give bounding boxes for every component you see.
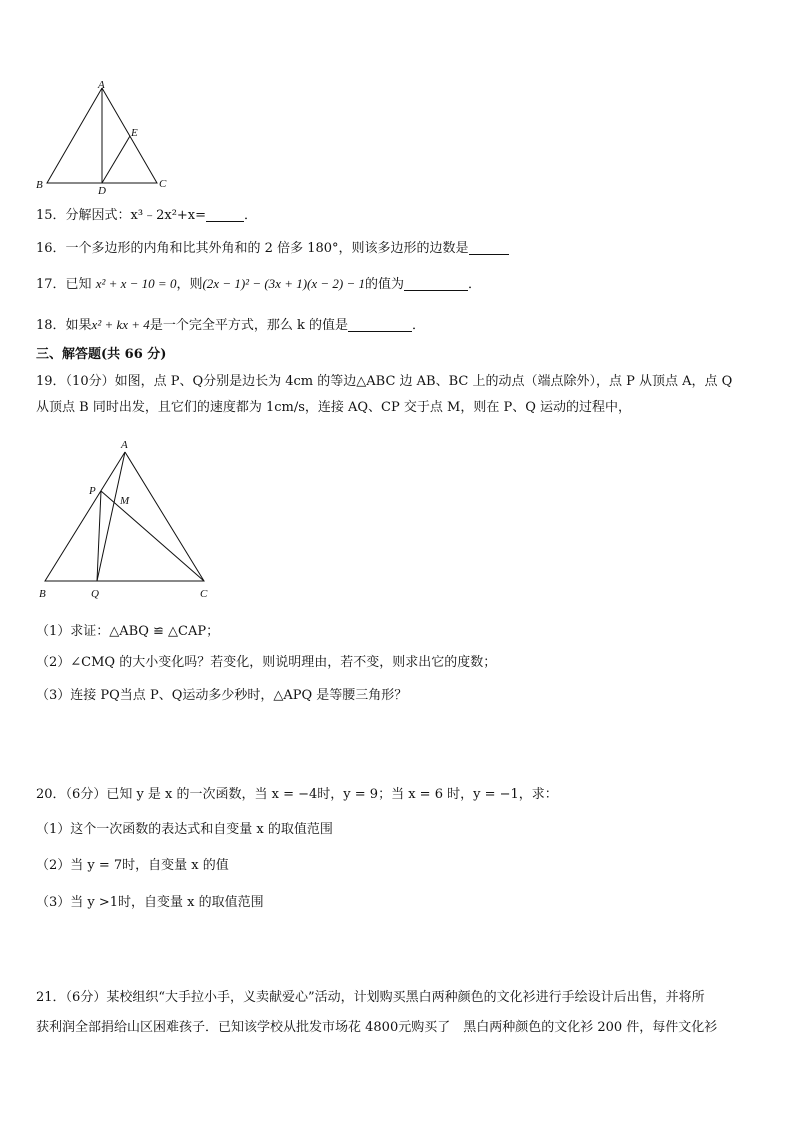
q17-end: ． xyxy=(468,277,482,292)
segment-cp xyxy=(101,491,204,581)
q16-text: 16．一个多边形的内角和比其外角和的 2 倍多 180°，则该多边形的边数是 xyxy=(36,241,469,256)
q17-expression: (2x − 1)² − (3x + 1)(x − 2) − 1 xyxy=(202,276,366,291)
triangle-abc-outline-2 xyxy=(45,452,204,581)
segment-de xyxy=(102,136,130,183)
q19-line-1: 19．（10分）如图，点 P、Q分别是边长为 4cm 的等边△ABC 边 AB、BC 上的动点（端点除外），点 P 从顶点 A，点 Q xyxy=(36,374,733,389)
question-19 xyxy=(36,369,758,421)
figure-triangle-apq-m xyxy=(34,434,224,604)
q19-sub-2: （2）∠CMQ 的大小变化吗？若变化，则说明理由，若不变，则求出它的度数； xyxy=(36,655,497,670)
label-b-2: B xyxy=(39,588,46,600)
question-15 xyxy=(36,207,257,225)
q18-end: ． xyxy=(411,318,425,333)
q18-answer-blank[interactable] xyxy=(348,317,412,332)
q17-condition: x² + x − 10 = 0 xyxy=(95,276,177,291)
q20-line-1: 20．（6分）已知 y 是 x 的一次函数，当 x = −4时，y = 9；当 x = 6 时，y = −1，求： xyxy=(36,787,558,802)
figure-triangle-abc-de xyxy=(34,78,174,196)
q17-mid: ，则 xyxy=(176,277,203,292)
question-17 xyxy=(36,275,481,294)
label-e: E xyxy=(131,127,138,139)
section-3-title: 三、解答题(共 66 分) xyxy=(36,347,167,362)
q19-line-2: 从顶点 B 同时出发，且它们的速度都为 1cm/s，连接 AQ、CP 交于点 M，则在 P、Q 运动的过程中， xyxy=(36,400,631,415)
label-b: B xyxy=(36,179,43,191)
q20-sub-2: （2）当 y = 7时，自变量 x 的值 xyxy=(36,858,229,873)
q19-sub-1: （1）求证：△ABQ ≌ △CAP； xyxy=(36,624,220,639)
segment-aq xyxy=(97,452,125,581)
label-p: P xyxy=(89,485,96,497)
label-a-2: A xyxy=(121,439,128,451)
q16-answer-blank[interactable] xyxy=(469,240,509,255)
q21-line-1: 21．（6分）某校组织“大手拉小手，义卖献爱心”活动，计划购买黑白两种颜色的文化衫进行手绘设计后出售，并将所 xyxy=(36,990,705,1005)
q17-prefix: 17．已知 xyxy=(36,277,92,292)
q17-suffix: 的值为 xyxy=(365,277,405,292)
label-a: A xyxy=(98,79,105,91)
question-18 xyxy=(36,316,425,335)
q19-sub-3: （3）连接 PQ当点 P、Q运动多少秒时，△APQ 是等腰三角形？ xyxy=(36,688,408,703)
q18-suffix: 是一个完全平方式，那么 k 的值是 xyxy=(149,318,348,333)
q18-prefix: 18．如果 xyxy=(36,318,92,333)
q18-expression: x² + kx + 4 xyxy=(91,317,150,332)
q15-answer-blank[interactable] xyxy=(206,207,244,222)
label-c: C xyxy=(159,178,167,190)
label-d: D xyxy=(98,185,106,196)
q15-end: ． xyxy=(244,208,258,223)
q21-line-2: 获利润全部捐给山区困难孩子．已知该学校从批发市场花 4800元购买了 黑白两种颜色的文化衫 200 件，每件文化衫 xyxy=(36,1020,718,1035)
q20-sub-3: （3）当 y >1时，自变量 x 的取值范围 xyxy=(36,895,264,910)
question-16 xyxy=(36,240,509,258)
label-q: Q xyxy=(91,588,99,600)
label-c-2: C xyxy=(200,588,208,600)
q17-answer-blank[interactable] xyxy=(404,276,468,291)
q20-sub-1: （1）这个一次函数的表达式和自变量 x 的取值范围 xyxy=(36,822,333,837)
q15-text: 15．分解因式：x³﹣2x²+x= xyxy=(36,208,207,223)
label-m: M xyxy=(120,495,130,507)
